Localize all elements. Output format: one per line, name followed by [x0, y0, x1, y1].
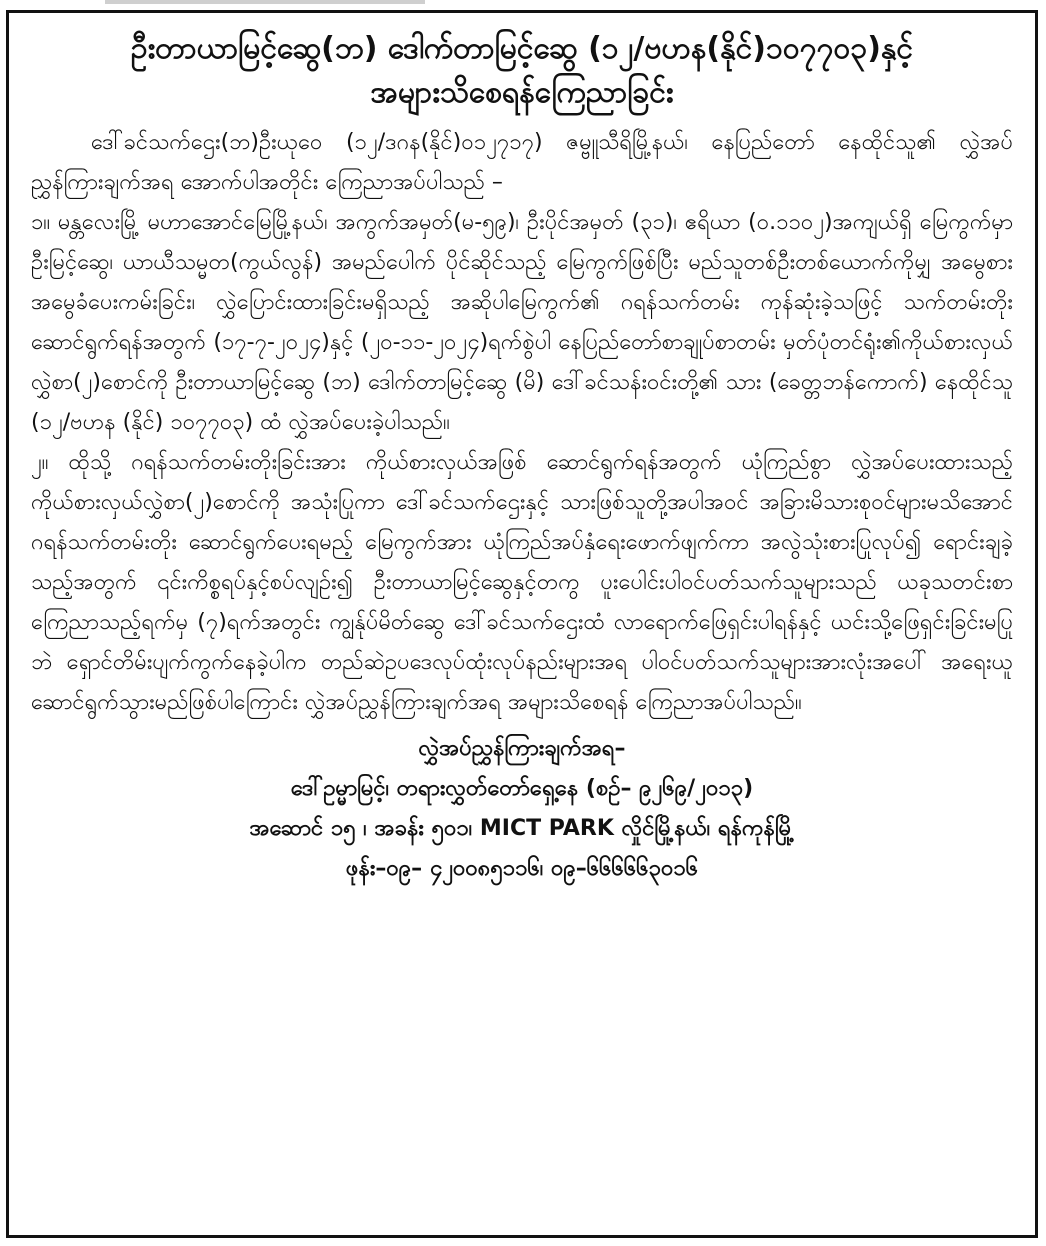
notice-title [31, 27, 1013, 115]
paragraph-1: ၁။ မန္တလေးမြို့ မဟာအောင်မြေမြို့နယ်၊ အကွက်အမှတ်(မ-၅၉)၊ ဦးပိုင်အမှတ် (၃၁)၊ ဧရိယာ (၀.၁၁၀၂)အကျယ်ရှိ မြေကွက်မှာ ဦးမြင့်ဆွေ၊ ယာယီသမ္မတ(ကွယ်လွန်) အမည်ပေါက် ပိုင်ဆိုင်သည့် မြေကွက်ဖြစ်ပြီး မည်သူတစ်ဦးတစ်ယောက်ကိုမျှ အမွေစားအမွေခံပေးကမ်းခြင်း၊ လွှဲပြောင်းထားခြင်းမရှိသည့် အဆိုပါမြေကွက်၏ ဂရန်သက်တမ်း ကုန်ဆုံးခဲ့သဖြင့် သက်တမ်းတိုး ဆောင်ရွက်ရန်အတွက် (၁၇-၇-၂၀၂၄)နှင့် (၂၀-၁၁-၂၀၂၄)ရက်စွဲပါ နေပြည်တော်စာချုပ်စာတမ်း မှတ်ပုံတင်ရုံး၏ကိုယ်စားလှယ်လွှဲစာ(၂)စောင်ကို ဦးတာယာမြင့်ဆွေ (ဘ) ဒေါက်တာမြင့်ဆွေ (မိ) ဒေါ်ခင်သန်းဝင်းတို့၏ သား (ခေတ္တဘန်ကောက်) နေထိုင်သူ (၁၂/ဗဟန (နိုင်) ၁၀၇၇၀၃) ထံ လွှဲအပ်ပေးခဲ့ပါသည်။ [31, 210, 1013, 435]
notice-body [31, 123, 1013, 723]
paragraph-2: ၂။ ထိုသို့ ဂရန်သက်တမ်းတိုးခြင်းအား ကိုယ်စားလှယ်အဖြစ် ဆောင်ရွက်ရန်အတွက် ယုံကြည်စွာ လွှဲအပ်ပေးထားသည့် ကိုယ်စားလှယ်လွှဲစာ(၂)စောင်ကို အသုံးပြုကာ ဒေါ်ခင်သက်ဌေးနှင့် သားဖြစ်သူတို့အပါအဝင် အခြားမိသားစုဝင်များမသိအောင် ဂရန်သက်တမ်းတိုး ဆောင်ရွက်ပေးရမည့် မြေကွက်အား ယုံကြည်အပ်နှံရေးဖောက်ဖျက်ကာ အလွဲသုံးစားပြုလုပ်၍ ရောင်းချခဲ့သည့်အတွက် ၎င်းကိစ္စရပ်နှင့်စပ်လျဉ်း၍ ဦးတာယာမြင့်ဆွေနှင့်တကွ ပူးပေါင်းပါဝင်ပတ်သက်သူများသည် ယခုသတင်းစာကြေညာသည့်ရက်မှ (၇)ရက်အတွင်း ကျွန်ုပ်မိတ်ဆွေ ဒေါ်ခင်သက်ဌေးထံ လာရောက်ဖြေရှင်းပါရန်နှင့် ယင်းသို့ဖြေရှင်းခြင်းမပြုဘဲ ရှောင်တိမ်းပျက်ကွက်နေခဲ့ပါက တည်ဆဲဥပဒေလုပ်ထုံးလုပ်နည်းများအရ ပါဝင်ပတ်သက်သူများအားလုံးအပေါ် အရေးယူဆောင်ရွက်သွားမည်ဖြစ်ပါကြောင်း လွှဲအပ်ညွှန်ကြားချက်အရ အများသိစေရန် ကြေညာအပ်ပါသည်။ [31, 450, 1013, 715]
signature-heading: လွှဲအပ်ညွှန်ကြားချက်အရ– [418, 736, 626, 761]
notice-box [6, 10, 1038, 1238]
signature-block [31, 729, 1013, 889]
lawyer-address: အဆောင် ၁၅ ၊ အခန်း ၅၀၁၊ MICT PARK လှိုင်မြို့နယ်၊ ရန်ကုန်မြို့ [249, 816, 795, 841]
intro-paragraph: ဒေါ်ခင်သက်ဌေး(ဘ)ဦးယုဝေ (၁၂/ဒဂန(နိုင်)၀၁၂၇၁၇) ဇမ္ဗူသီရိမြို့နယ်၊ နေပြည်တော် နေထိုင်သူ၏ လွှဲအပ်ညွှန်ကြားချက်အရ အောက်ပါအတိုင်း ကြေညာအပ်ပါသည် – [31, 130, 1013, 195]
lawyer-name: ဒေါ်ဥမ္မာမြင့်၊ တရားလွှတ်တော်ရှေ့နေ (စဉ်– ၉၂၆၉/၂၀၁၃) [290, 776, 754, 801]
title-line-1: ဦးတာယာမြင့်ဆွေ(ဘ) ဒေါက်တာမြင့်ဆွေ (၁၂/ဗဟန(နိုင်)၁၀၇၇၀၃)နှင့် [130, 31, 914, 66]
title-line-2: အများသိစေရန်ကြေညာခြင်း [370, 75, 674, 110]
lawyer-phone: ဖုန်း–၀၉– ၄၂၀၀၈၅၁၁၆၊ ၀၉–၆၆၆၆၆၃၀၁၆ [345, 856, 699, 881]
top-rule [105, 0, 425, 4]
